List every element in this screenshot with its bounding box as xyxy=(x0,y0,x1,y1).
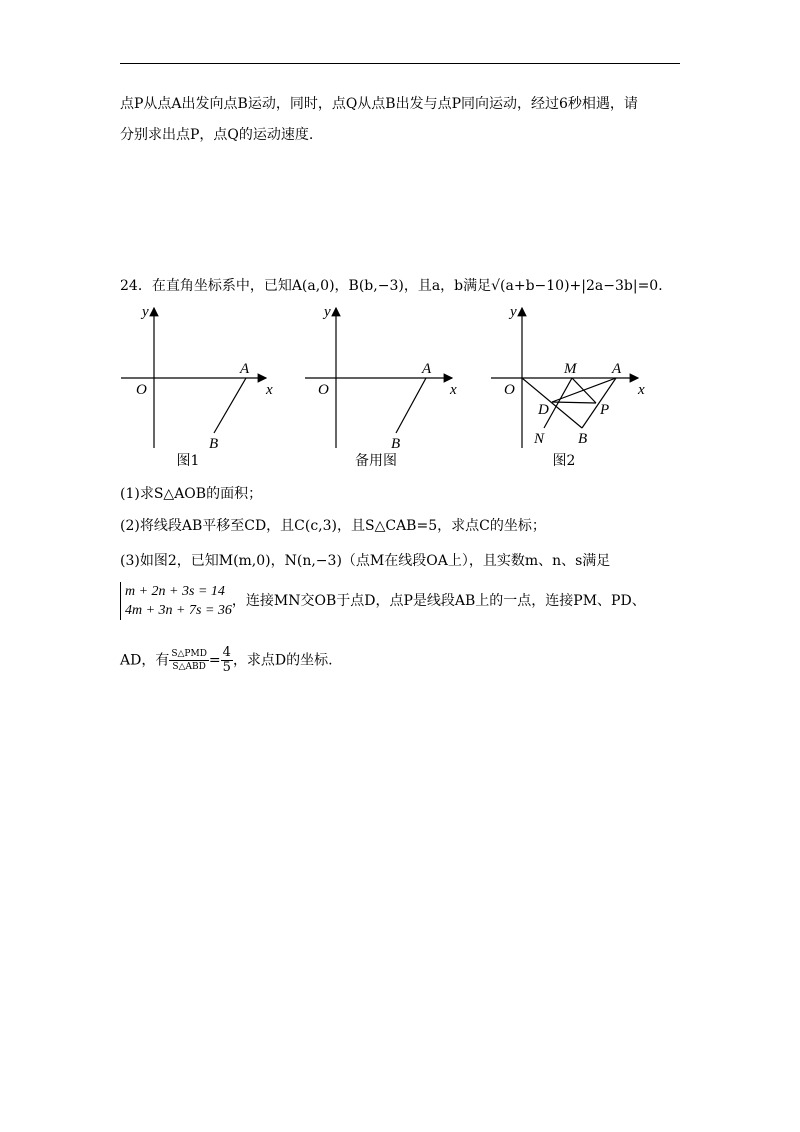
ratio-numerator: 4 xyxy=(222,645,231,660)
fig2-point-n: N xyxy=(534,431,545,447)
fig1-point-a: A xyxy=(240,361,250,377)
equation-system xyxy=(120,582,232,620)
fig2-point-p: P xyxy=(600,402,610,418)
part-3-line-3-head: AD，有 xyxy=(120,652,170,669)
header-rule xyxy=(120,63,680,64)
fig2-y-label: y xyxy=(510,304,517,320)
part-3-line-3-tail: ，求点D的坐标. xyxy=(232,652,333,669)
figure-2 xyxy=(491,304,645,448)
figure-backup xyxy=(305,304,457,452)
question-24-stem: 24．在直角坐标系中，已知A(a,0)，B(b,−3)，且a，b满足√(a+b−10)+|2a−3b|=0． xyxy=(120,278,673,294)
fig1-origin-label: O xyxy=(136,382,147,398)
intro-line-1: 点P从点A出发向点B运动，同时，点Q从点B出发与点P同向运动，经过6秒相遇，请 xyxy=(120,96,638,112)
area-ratio-fraction xyxy=(169,648,209,673)
ratio-value xyxy=(221,646,233,675)
fig1-x-label: x xyxy=(266,382,273,398)
backup-caption: 备用图 xyxy=(355,453,397,469)
figure-1 xyxy=(121,304,273,452)
ratio-denominator: 5 xyxy=(222,660,231,675)
fig2-point-d: D xyxy=(538,402,549,418)
fig2-caption: 图2 xyxy=(552,453,576,469)
fig2-point-a: A xyxy=(612,361,622,377)
fig2-point-b: B xyxy=(578,431,588,447)
fig1-y-label: y xyxy=(142,304,149,320)
equation-2: 4m + 3n + 7s = 36 xyxy=(125,603,232,618)
backup-point-a: A xyxy=(422,361,432,377)
coordinate-figures xyxy=(116,298,676,458)
backup-y-label: y xyxy=(324,304,331,320)
fig2-point-m: M xyxy=(564,361,577,377)
part-2: (2)将线段AB平移至CD，且C(c,3)，且S△CAB=5，求点C的坐标； xyxy=(120,518,546,534)
fig1-caption: 图1 xyxy=(176,453,200,469)
fraction-denominator: S△ABD xyxy=(172,662,206,672)
backup-origin-label: O xyxy=(318,382,329,398)
fraction-equals: = xyxy=(208,652,221,669)
part-1: (1)求S△AOB的面积； xyxy=(120,486,263,502)
figures-row xyxy=(116,298,676,478)
fig2-x-label: x xyxy=(638,382,645,398)
part-3-line-1: (3)如图2，已知M(m,0)，N(n,−3)（点M在线段OA上），且实数m、n、s满足 xyxy=(120,553,611,569)
backup-point-b: B xyxy=(391,436,401,452)
part-3-line-3 xyxy=(120,646,333,675)
fig2-origin-label: O xyxy=(504,382,515,398)
part-3-line-2 xyxy=(120,582,646,620)
intro-line-2: 分别求出点P，点Q的运动速度. xyxy=(120,127,314,143)
fig1-point-b: B xyxy=(209,436,219,452)
equation-1: m + 2n + 3s = 14 xyxy=(125,584,225,599)
fraction-numerator: S△PMD xyxy=(171,649,207,659)
part-3-line-2-text: ，连接MN交OB于点D，点P是线段AB上的一点，连接PM、PD、 xyxy=(231,593,646,609)
backup-x-label: x xyxy=(450,382,457,398)
